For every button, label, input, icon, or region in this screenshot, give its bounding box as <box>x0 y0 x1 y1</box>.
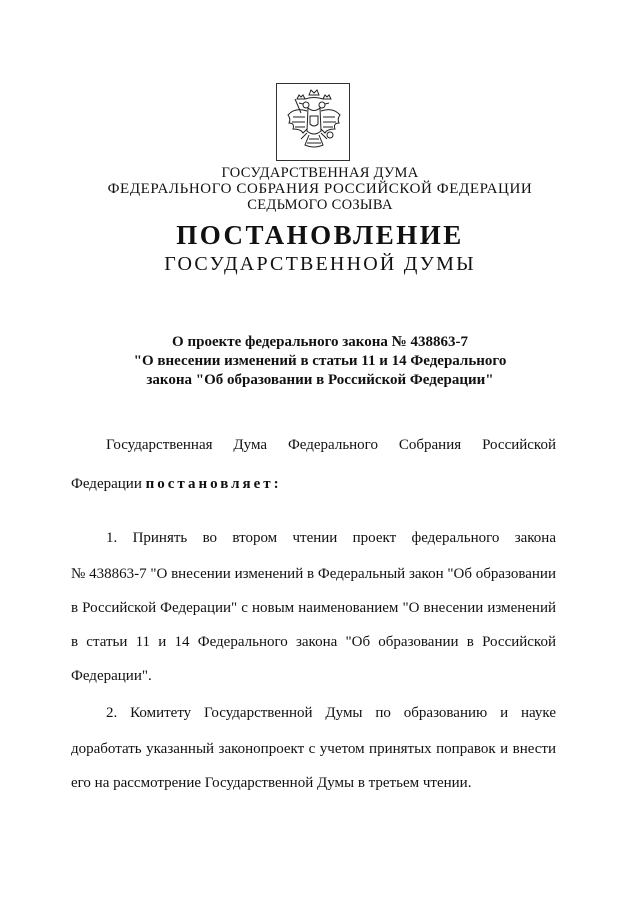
item1-line4: в статьи 11 и 14 Федерального закона "Об образовании в Российской <box>71 634 556 650</box>
subject-line1: О проекте федерального закона № 438863-7 <box>172 334 468 350</box>
preamble-resolves: постановляет: <box>145 476 282 492</box>
parliament-name-line1: ГОСУДАРСТВЕННАЯ ДУМА <box>221 165 419 181</box>
subject-line3: закона "Об образовании в Российской Федерации" <box>146 372 494 388</box>
document-subtitle: ГОСУДАРСТВЕННОЙ ДУМЫ <box>164 253 476 275</box>
coat-of-arms-emblem <box>276 83 350 161</box>
document-title: ПОСТАНОВЛЕНИЕ <box>176 220 464 250</box>
item2-line3: его на рассмотрение Государственной Думы в третьем чтении. <box>71 775 472 791</box>
convocation-line: СЕДЬМОГО СОЗЫВА <box>247 197 393 213</box>
item2-line1: 2. Комитету Государственной Думы по образованию и науке <box>106 705 556 721</box>
item1-line2: № 438863-7 "О внесении изменений в Федеральный закон "Об образовании <box>71 566 556 582</box>
item1-line1: 1. Принять во втором чтении проект федерального закона <box>106 530 556 546</box>
resolution-subject <box>0 333 640 390</box>
item1-line5: Федерации". <box>71 668 152 684</box>
russian-coat-of-arms-icon <box>283 87 345 157</box>
preamble-line1: Государственная Дума Федерального Собрания Российской <box>106 437 556 453</box>
subject-line2: "О внесении изменений в статьи 11 и 14 Федерального <box>133 353 507 369</box>
item1-line3: в Российской Федерации" с новым наименованием "О внесении изменений <box>71 600 556 616</box>
item2-line2: доработать указанный законопроект с учетом принятых поправок и внести <box>71 741 556 757</box>
preamble-prefix: Федерации <box>71 476 146 492</box>
parliament-name-line2: ФЕДЕРАЛЬНОГО СОБРАНИЯ РОССИЙСКОЙ ФЕДЕРАЦИИ <box>107 181 533 197</box>
preamble-line2 <box>71 476 282 493</box>
